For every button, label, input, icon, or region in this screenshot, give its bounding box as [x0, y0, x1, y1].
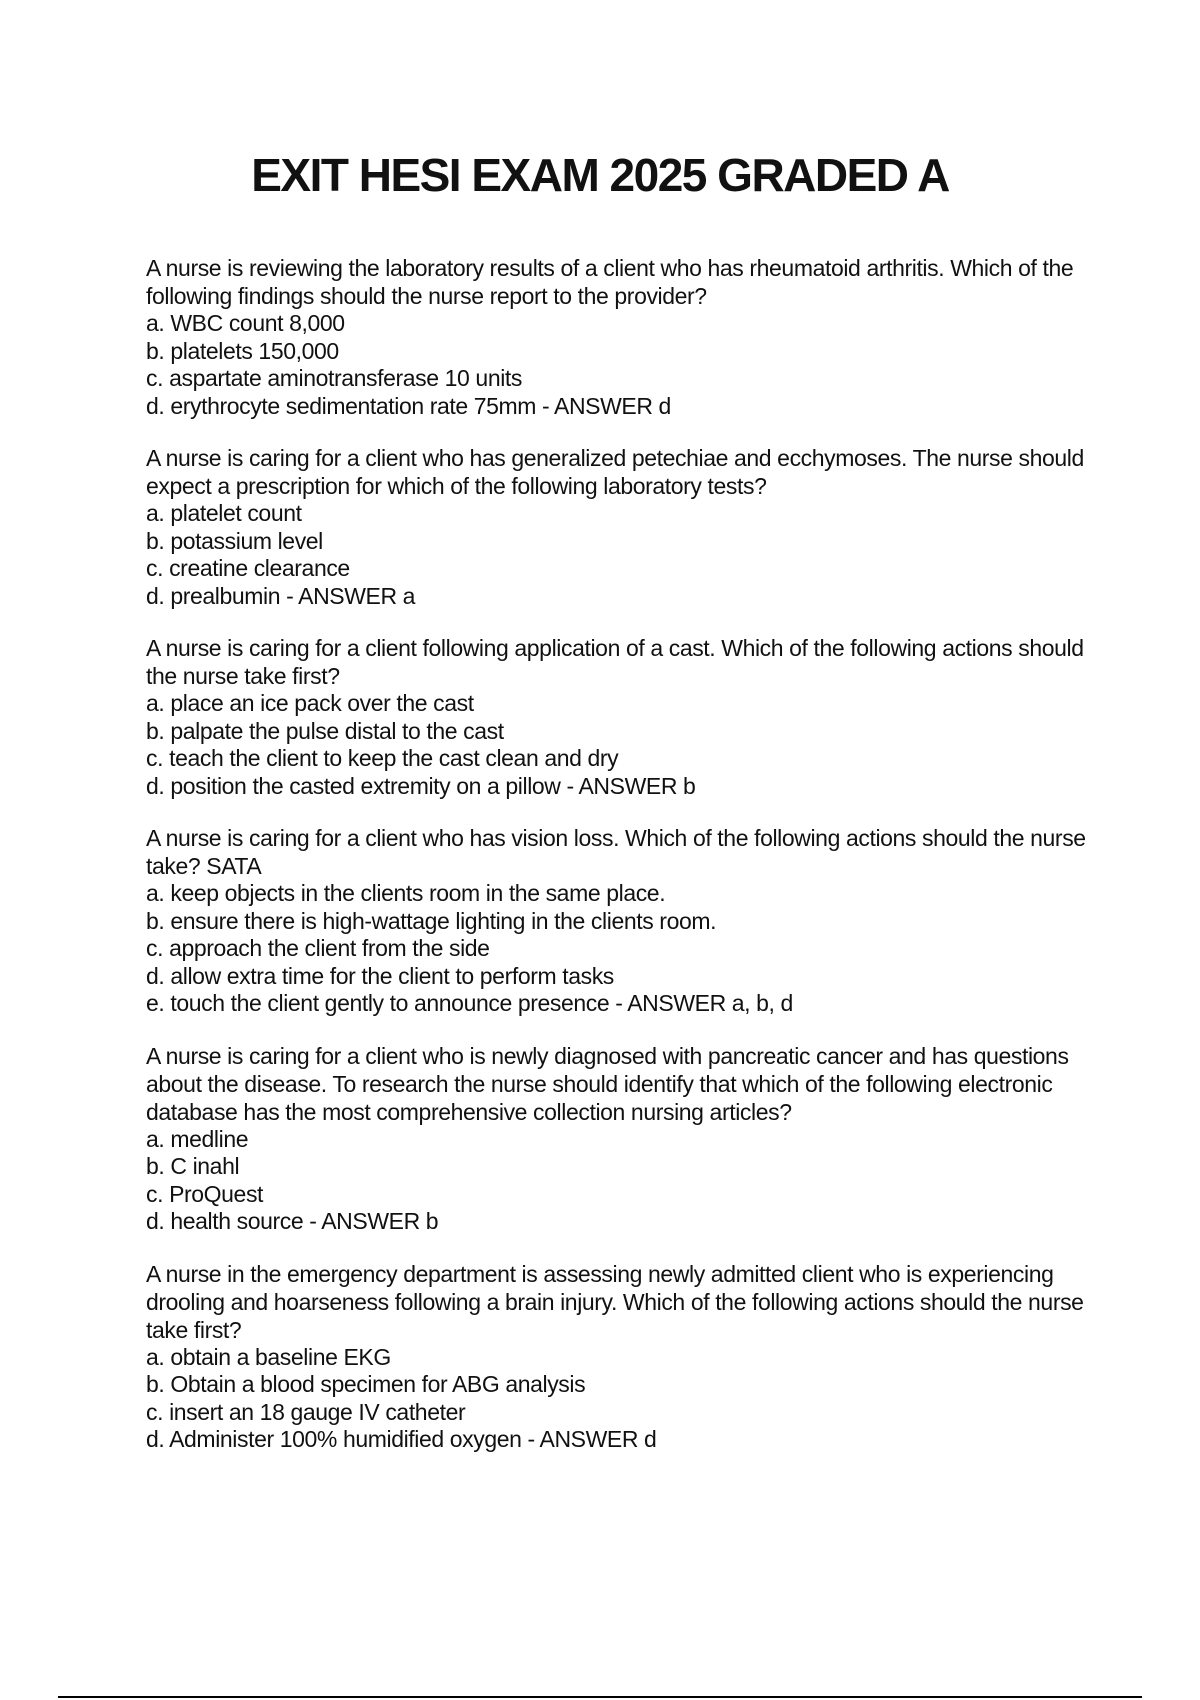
answer-option: b. C inahl: [146, 1153, 240, 1179]
answer-option: d. health source - ANSWER b: [146, 1208, 439, 1234]
question-1: [146, 254, 1106, 420]
answer-option: a. platelet count: [146, 500, 302, 526]
question-4: [146, 824, 1106, 1018]
answer-option: a. medline: [146, 1125, 249, 1152]
answer-options: [146, 1344, 1106, 1454]
answer-options: [146, 1126, 1106, 1236]
answer-option: d. Administer 100% humidified oxygen - ANSWER d: [146, 1426, 657, 1452]
answer-option: c. approach the client from the side: [146, 935, 490, 961]
question-stem: A nurse is caring for a client who has generalized petechiae and ecchymoses. The nurse should expect a prescription for which of the following laboratory tests?: [146, 445, 1084, 499]
answer-options: [146, 500, 1106, 610]
question-stem: A nurse is caring for a client who is newly diagnosed with pancreatic cancer and has questions about the disease. To research the nurse should identify that which of the following electronic database has the most comprehensive collection nursing articles?: [146, 1042, 1069, 1125]
answer-option: a. place an ice pack over the cast: [146, 690, 474, 716]
answer-options: [146, 310, 1106, 420]
document-title: EXIT HESI EXAM 2025 GRADED A: [251, 149, 949, 201]
answer-options: [146, 690, 1106, 800]
answer-option: a. obtain a baseline EKG: [146, 1343, 391, 1370]
answer-option: d. erythrocyte sedimentation rate 75mm - ANSWER d: [146, 392, 671, 419]
question-stem: A nurse is caring for a client who has vision loss. Which of the following actions should the nurse take? SATA: [146, 825, 1086, 879]
answer-option: c. ProQuest: [146, 1180, 264, 1207]
answer-option: c. teach the client to keep the cast clean and dry: [146, 745, 619, 771]
answer-option: c. insert an 18 gauge IV catheter: [146, 1398, 466, 1425]
answer-option: b. palpate the pulse distal to the cast: [146, 717, 504, 744]
page-bottom-rule: [58, 1696, 1142, 1698]
question-2: [146, 444, 1106, 610]
answer-option: a. keep objects in the clients room in the same place.: [146, 880, 666, 906]
answer-option: b. platelets 150,000: [146, 337, 339, 364]
question-stem: A nurse is reviewing the laboratory results of a client who has rheumatoid arthritis. Which of the following findings should the nurse report to the provider?: [146, 255, 1074, 309]
answer-options: [146, 880, 1106, 1018]
answer-option: d. allow extra time for the client to perform tasks: [146, 962, 614, 989]
question-list: [146, 254, 1106, 1478]
answer-option: b. Obtain a blood specimen for ABG analysis: [146, 1371, 586, 1397]
answer-option: e. touch the client gently to announce presence - ANSWER a, b, d: [146, 990, 793, 1016]
question-5: [146, 1042, 1106, 1236]
answer-option: d. prealbumin - ANSWER a: [146, 582, 416, 609]
question-6: [146, 1260, 1106, 1454]
answer-option: a. WBC count 8,000: [146, 310, 345, 336]
question-stem: A nurse is caring for a client following application of a cast. Which of the following actions should the nurse take first?: [146, 635, 1084, 689]
answer-option: c. aspartate aminotransferase 10 units: [146, 365, 523, 391]
answer-option: d. position the casted extremity on a pillow - ANSWER b: [146, 772, 696, 799]
answer-option: b. potassium level: [146, 527, 323, 554]
question-3: [146, 634, 1106, 800]
answer-option: b. ensure there is high-wattage lighting in the clients room.: [146, 907, 717, 934]
question-stem: A nurse in the emergency department is assessing newly admitted client who is experiencing drooling and hoarseness following a brain injury. Which of the following actions should the nurse take first?: [146, 1260, 1084, 1343]
answer-option: c. creatine clearance: [146, 555, 350, 581]
